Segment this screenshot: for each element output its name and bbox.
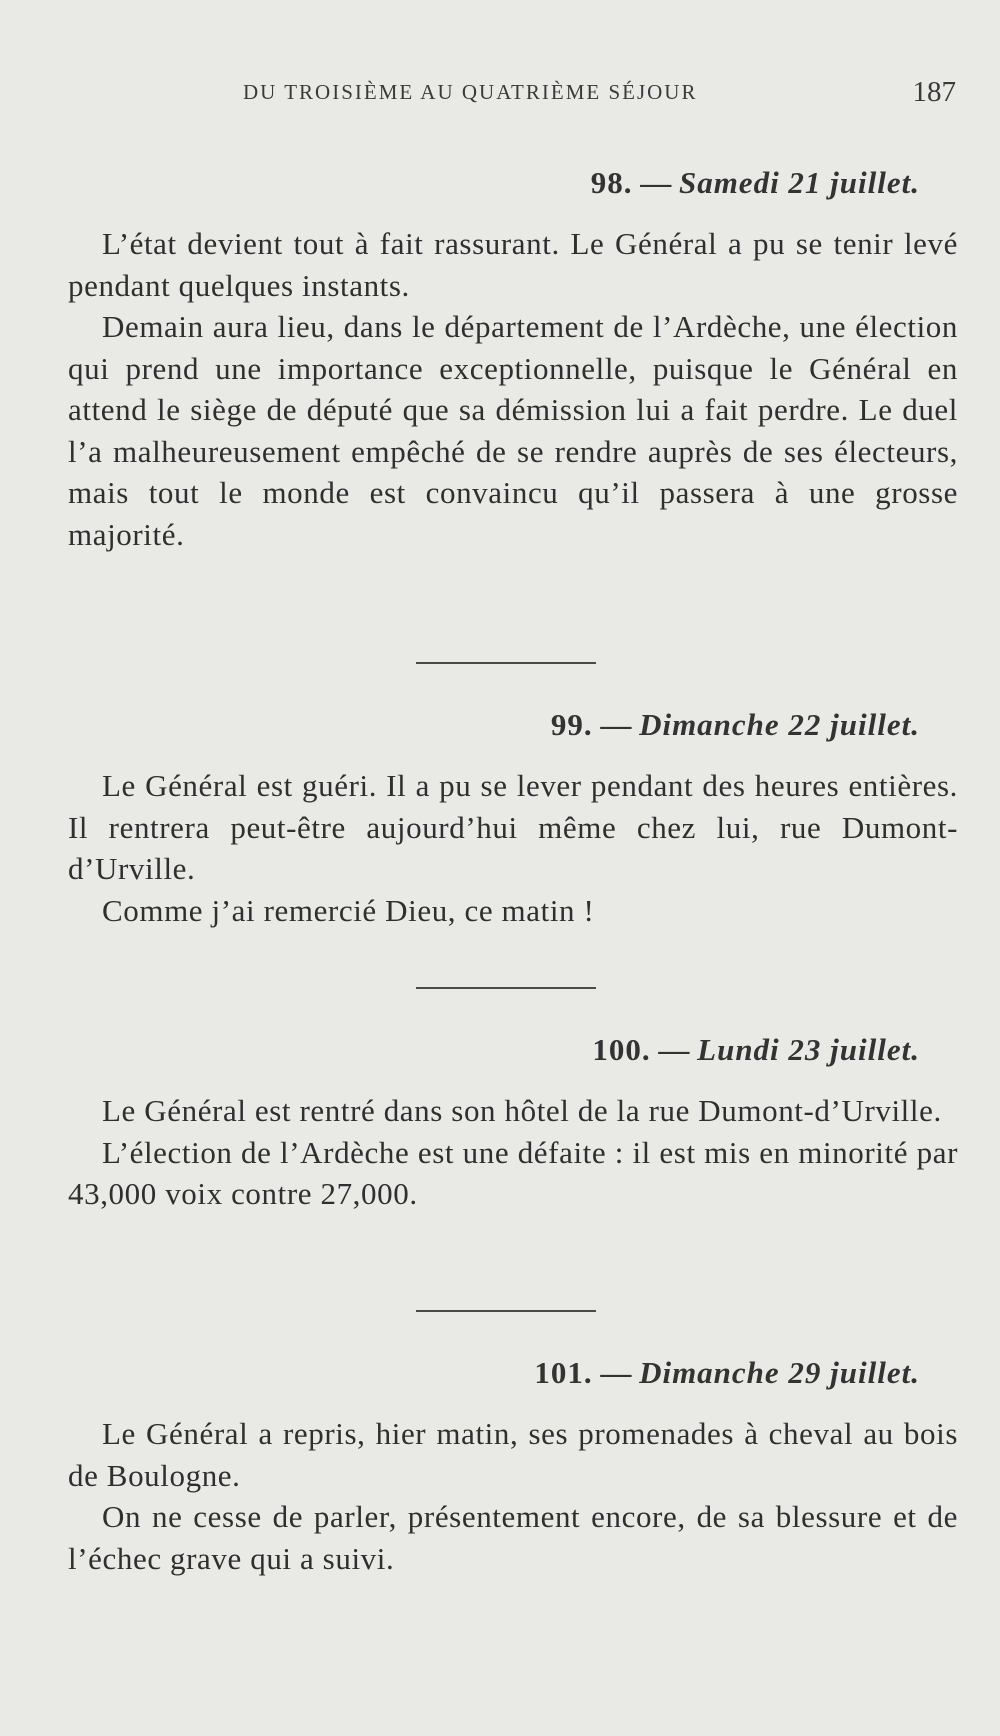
running-head (68, 76, 958, 120)
diary-entry-100 (68, 1030, 958, 1215)
page-number: 187 (912, 76, 956, 108)
entry-paragraph: Le Général est guéri. Il a pu se lever pendant des heures entières. Il rentrera peut-être aujourd’hui même chez lui, rue Dumont-d’Urville. (68, 768, 958, 886)
entry-number: 98. (590, 165, 633, 200)
entry-paragraph: On ne cesse de parler, présentement encore, de sa blessure et de l’échec grave qui a suivi. (68, 1499, 958, 1576)
entry-date: Samedi 21 juillet. (678, 165, 920, 200)
entry-paragraph: Le Général est rentré dans son hôtel de la rue Dumont-d’Urville. (102, 1093, 942, 1128)
entry-paragraph: L’état devient tout à fait rassurant. Le Général a pu se tenir levé pendant quelques instants. (68, 226, 958, 303)
entry-date: Lundi 23 juillet. (697, 1032, 920, 1067)
entry-heading (68, 705, 958, 745)
diary-entry-98 (68, 163, 958, 555)
entry-dash: — (658, 1032, 690, 1067)
section-divider (416, 662, 596, 664)
entry-heading (68, 163, 958, 203)
entry-dash: — (640, 165, 672, 200)
entry-date: Dimanche 22 juillet. (639, 707, 920, 742)
diary-entry-99 (68, 705, 958, 931)
entry-paragraph: Comme j’ai remercié Dieu, ce matin ! (102, 892, 595, 928)
entry-paragraph: Demain aura lieu, dans le département de l’Ardèche, une élection qui prend une importance exceptionnelle, puisque le Général en attend le siège de député que sa démission lui a fait perdre. Le duel l’a malheureusement empêché de se rendre auprès de ses électeurs, mais tout le monde est convaincu qu’il passera à une grosse majorité. (68, 309, 958, 552)
entry-paragraph: Le Général a repris, hier matin, ses promenades à cheval au bois de Boulogne. (68, 1416, 958, 1493)
entry-number: 101. (534, 1355, 593, 1390)
entry-dash: — (600, 1355, 632, 1390)
entry-heading (68, 1353, 958, 1393)
entry-paragraph: L’élection de l’Ardèche est une défaite : il est mis en minorité par 43,000 voix contre 27,000. (68, 1134, 958, 1211)
section-divider (416, 1310, 596, 1312)
entry-heading (68, 1030, 958, 1070)
entry-date: Dimanche 29 juillet. (639, 1355, 920, 1390)
entry-dash: — (600, 707, 632, 742)
entry-number: 99. (550, 707, 593, 742)
diary-entry-101 (68, 1353, 958, 1579)
running-title: DU TROISIÈME AU QUATRIÈME SÉJOUR (243, 80, 698, 104)
entry-number: 100. (592, 1032, 651, 1067)
section-divider (416, 987, 596, 989)
